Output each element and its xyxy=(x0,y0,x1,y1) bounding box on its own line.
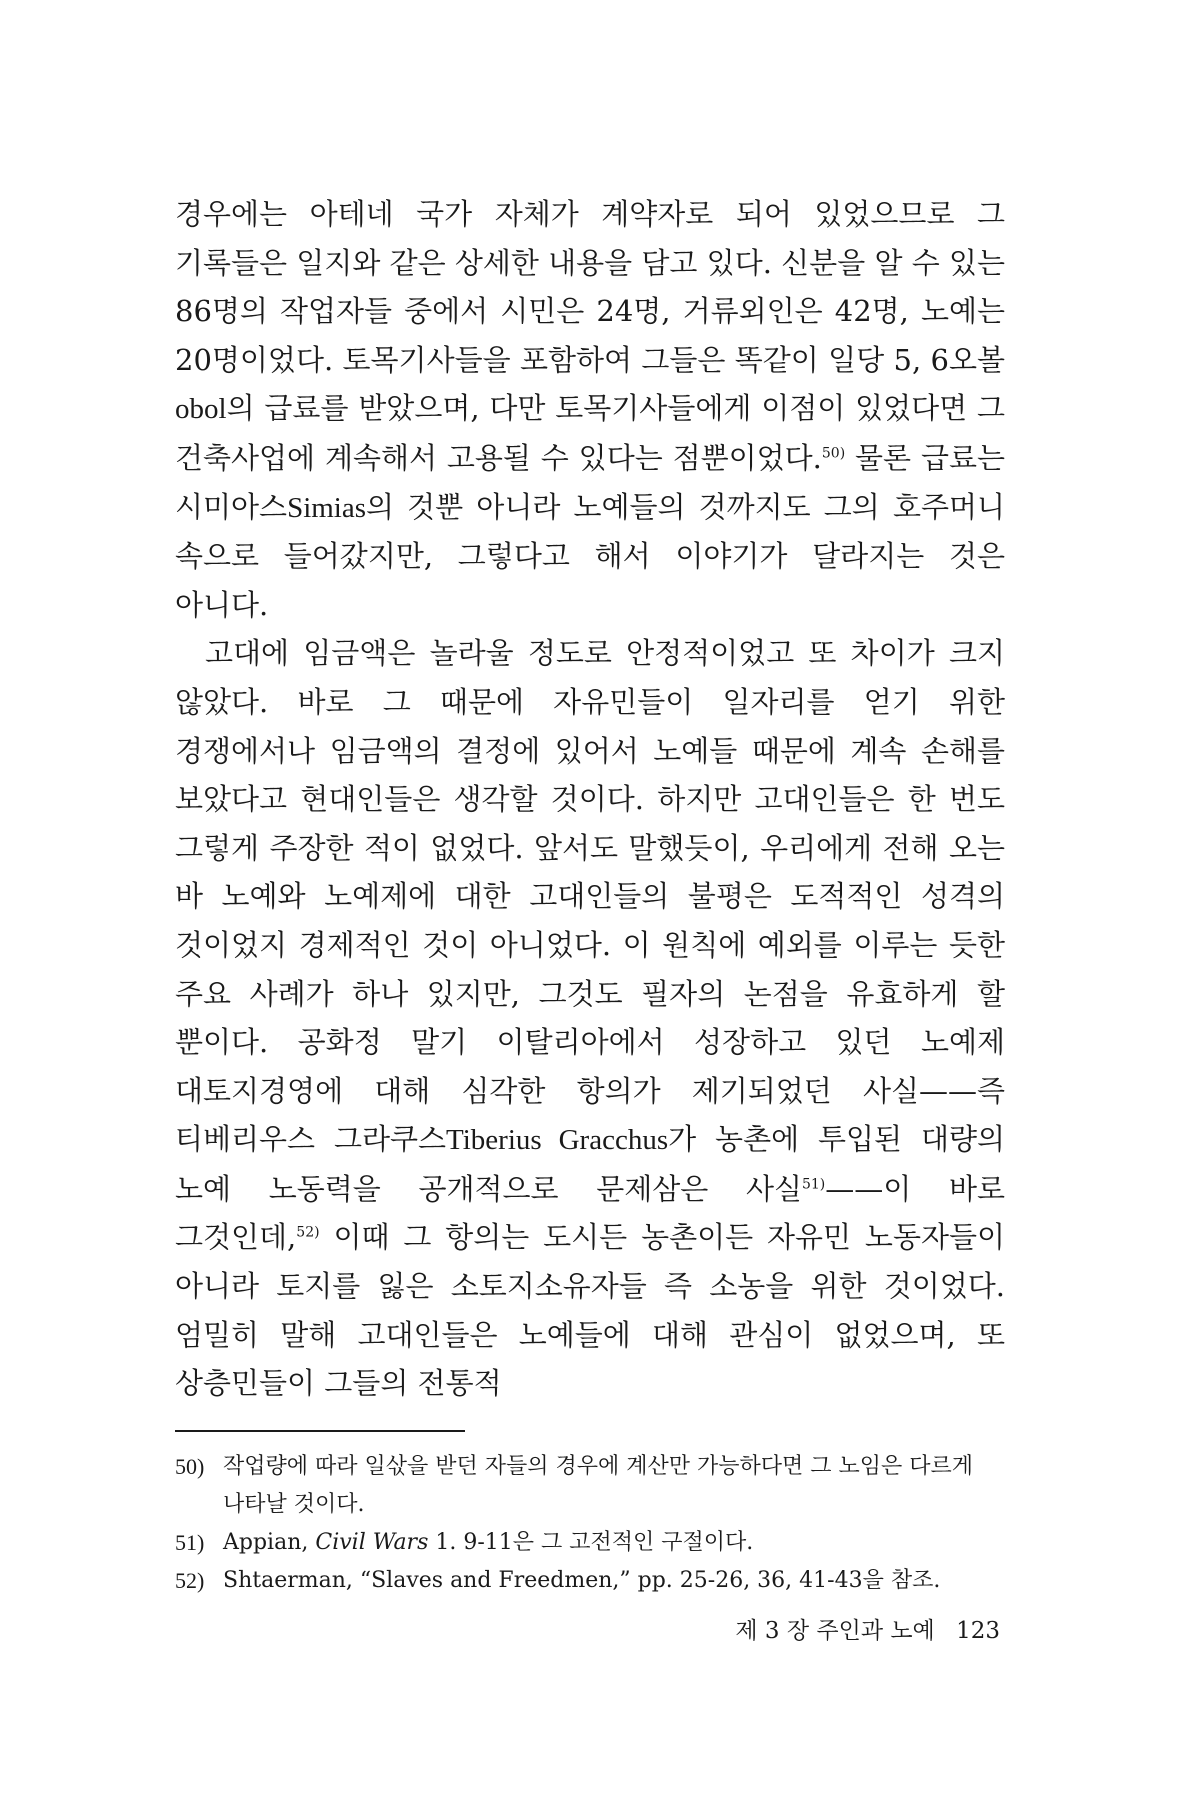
footnote-text xyxy=(223,1524,1005,1562)
footnote-number: 51) xyxy=(175,1529,205,1555)
page-content xyxy=(175,190,1005,1600)
p2-text-4: 이때 그 항의는 도시든 농촌이든 자유민 노동자들이 아니라 토지를 잃은 소토지소유자들 즉 소농을 위한 것이었다. 엄밀히 말해 고대인들은 노예들에 대해 관심이 없었으며, 또 상층민들이 그들의 전통적 xyxy=(175,1220,1005,1401)
footnote-ref-50[interactable]: 50) xyxy=(821,445,846,462)
p1-text-1: 경우에는 아테네 국가 자체가 계약자로 되어 있었으므로 그 기록들은 일지와 같은 상세한 내용을 담고 있다. 신분을 알 수 있는 86명의 작업자들 중에서 시민은 24명, 거류외인은 42명, 노예는 20명이었다. 토목기사들을 포함하여 그들은 똑같이 일당 5, 6오볼 xyxy=(175,197,1005,377)
footnote-text: 작업량에 따라 일삯을 받던 자들의 경우에 계산만 가능하다면 그 노임은 다르게 나타날 것이다. xyxy=(223,1453,973,1517)
footnote-number: 50) xyxy=(175,1453,205,1479)
footnotes xyxy=(175,1448,1005,1600)
p1-text-2: 의 급료를 받았으며, 다만 토목기사들에게 이점이 있었다면 그 건축사업에 계속해서 고용될 수 있다는 점뿐이었다. xyxy=(175,391,1005,475)
p1-text-3: 물론 급료는 시미아스 xyxy=(175,440,1005,524)
p2-text-2: 가 농촌에 투입된 대량의 노예 노동력을 공개적으로 문제삼은 사실 xyxy=(175,1122,1006,1206)
footnote-50 xyxy=(175,1448,1005,1524)
footnote-ref-51[interactable]: 51) xyxy=(801,1176,826,1193)
paragraph-2 xyxy=(175,629,1005,1408)
footnote-text: Shtaerman, “Slaves and Freedmen,” pp. 25-26, 36, 41-43을 참조. xyxy=(223,1567,941,1593)
footnote-52 xyxy=(175,1562,1005,1600)
p1-text-4: 의 것뿐 아니라 노예들의 것까지도 그의 호주머니 속으로 들어갔지만, 그렇다고 해서 이야기가 달라지는 것은 아니다. xyxy=(175,489,1005,622)
body-text xyxy=(175,190,1005,1408)
p1-term-obol: obol xyxy=(175,393,227,426)
footnote-51 xyxy=(175,1524,1005,1562)
footnote-author: Appian, xyxy=(223,1529,316,1555)
footnote-work-title: Civil Wars xyxy=(315,1529,429,1555)
chapter-title: 제 3 장 주인과 노예 xyxy=(735,1618,935,1644)
page-number: 123 xyxy=(956,1618,1000,1644)
p1-term-simias: Simias xyxy=(287,491,367,524)
paragraph-1 xyxy=(175,190,1005,629)
running-footer xyxy=(735,1612,1000,1645)
footnote-citation: 1. 9-11은 그 고전적인 구절이다. xyxy=(428,1529,754,1555)
footnote-divider xyxy=(175,1430,465,1432)
footnote-number: 52) xyxy=(175,1567,205,1593)
footnote-ref-52[interactable]: 52) xyxy=(296,1224,320,1241)
p2-text-1: 고대에 임금액은 놀라울 정도로 안정적이었고 또 차이가 크지 않았다. 바로 그 때문에 자유민들이 일자리를 얻기 위한 경쟁에서나 임금액의 결정에 있어서 노예들 때문에 계속 손해를 보았다고 현대인들은 생각할 것이다. 하지만 고대인들은 한 번도 그렇게 주장한 적이 없었다. 앞서도 말했듯이, 우리에게 전해 오는 바 노예와 노예제에 대한 고대인들의 불평은 도적적인 성격의 것이었지 경제적인 것이 아니었다. 이 원칙에 예외를 이루는 듯한 주요 사례가 하나 있지만, 그것도 필자의 논점을 유효하게 할 뿐이다. 공화정 말기 이탈리아에서 성장하고 있던 노예제 대토지경영에 대해 심각한 항의가 제기되었던 사실——즉 티베리우스 그라쿠스 xyxy=(175,636,1005,1157)
p2-text-3: ——이 바로 그것인데, xyxy=(175,1171,1005,1255)
p2-term-gracchus: Tiberius Gracchus xyxy=(446,1124,669,1157)
